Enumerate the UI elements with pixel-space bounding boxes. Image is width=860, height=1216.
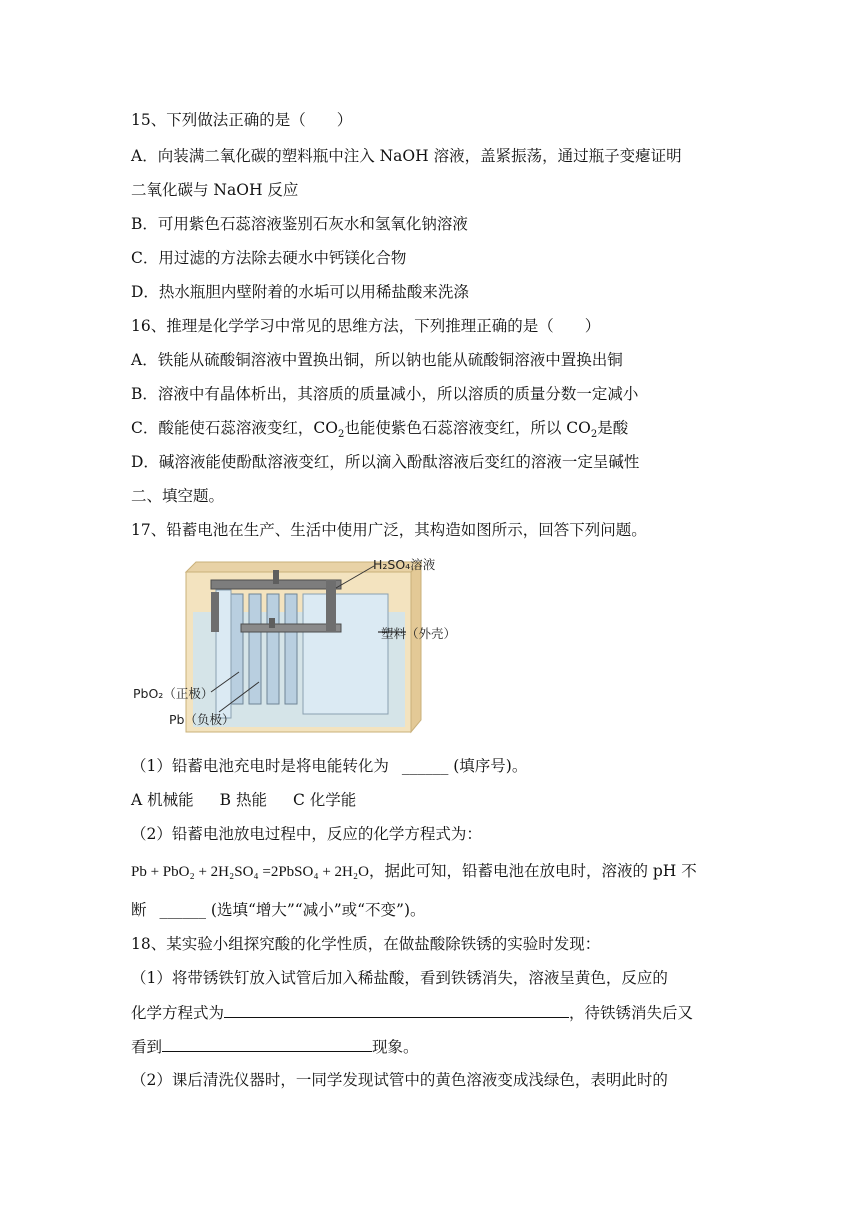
q16-option-c bbox=[131, 417, 628, 446]
q16-option-a: A．铁能从硫酸铜溶液中置换出铜，所以钠也能从硫酸铜溶液中置换出铜 bbox=[131, 351, 623, 369]
q17-option-c: C 化学能 bbox=[292, 791, 357, 809]
q17-options bbox=[131, 789, 382, 811]
q17-part2b-tail: (选填“增大”“减小”或“不变”)。 bbox=[210, 901, 426, 919]
subscript: 2 bbox=[590, 429, 598, 441]
q17-part1-blank[interactable]: ______ bbox=[401, 757, 449, 775]
q16-option-d: D．碱溶液能使酚酞溶液变红，所以滴入酚酞溶液后变红的溶液一定呈碱性 bbox=[131, 453, 640, 471]
q16-option-c-mid: 也能使紫色石蕊溶液变红，所以 CO bbox=[344, 419, 591, 437]
q18-part1-line1: （1）将带锈铁钉放入试管后加入稀盐酸，看到铁锈消失，溶液呈黄色，反应的 bbox=[131, 969, 668, 987]
q18-part1-line2-post: ，待铁锈消失后又 bbox=[569, 1004, 694, 1022]
q17-stem: 17、铅蓄电池在生产、生活中使用广泛，其构造如图所示，回答下列问题。 bbox=[131, 521, 647, 539]
q15-option-c: C．用过滤的方法除去硬水中钙镁化合物 bbox=[131, 249, 407, 267]
q15-option-a-line2: 二氧化碳与 NaOH 反应 bbox=[131, 181, 299, 199]
q16-option-c-post: 是酸 bbox=[597, 419, 629, 437]
subscript: 2 bbox=[337, 429, 345, 441]
q18-stem: 18、某实验小组探究酸的化学性质，在做盐酸除铁锈的实验时发现： bbox=[131, 935, 601, 953]
q17-equation-tail: ，据此可知，铅蓄电池在放电时，溶液的 pH 不 bbox=[368, 862, 697, 880]
q15-option-b: B．可用紫色石蕊溶液鉴别石灰水和氢氧化钠溶液 bbox=[131, 215, 468, 233]
q17-part2-blank[interactable]: ______ bbox=[159, 901, 206, 919]
q18-part1-line2 bbox=[131, 1001, 693, 1024]
chemical-equation: Pb + PbO₂ + 2H₂SO₄ =2PbSO₄ + 2H₂O bbox=[131, 864, 369, 880]
q18-part2-line1: （2）课后清洗仪器时，一同学发现试管中的黄色溶液变成浅绿色，表明此时的 bbox=[131, 1071, 668, 1089]
q17-part2b-pre: 断 bbox=[131, 901, 147, 919]
q18-part1-line3-pre: 看到 bbox=[131, 1038, 163, 1056]
q17-part1-text: （1）铅蓄电池充电时是将电能转化为 bbox=[131, 757, 389, 775]
q15-option-d: D．热水瓶胆内壁附着的水垢可以用稀盐酸来洗涤 bbox=[131, 283, 469, 301]
q17-option-b: B 热能 bbox=[219, 791, 267, 809]
q18-part1-line2-pre: 化学方程式为 bbox=[131, 1004, 225, 1022]
q15-option-a-line1: A．向装满二氧化碳的塑料瓶中注入 NaOH 溶液，盖紧振荡，通过瓶子变瘪证明 bbox=[131, 147, 682, 165]
phenomenon-answer-blank[interactable] bbox=[162, 1035, 372, 1052]
q16-stem: 16、推理是化学学习中常见的思维方法，下列推理正确的是（ ） bbox=[131, 317, 601, 335]
pbo2-positive-label: PbO₂（正极） bbox=[133, 686, 214, 701]
equation-answer-blank[interactable] bbox=[224, 1001, 569, 1018]
q17-part2-blank-line bbox=[131, 899, 426, 921]
q17-part1-tail: (填序号)。 bbox=[453, 757, 528, 775]
q18-part1-line3-post: 现象。 bbox=[372, 1038, 419, 1056]
pb-negative-label: Pb（负极） bbox=[169, 712, 235, 727]
q15-stem: 15、下列做法正确的是（ ） bbox=[131, 111, 353, 129]
q17-equation-line bbox=[131, 860, 697, 883]
q16-option-c-pre: C．酸能使石蕊溶液变红，CO bbox=[131, 419, 338, 437]
q16-option-b: B．溶液中有晶体析出，其溶质的质量减小，所以溶质的质量分数一定减小 bbox=[131, 385, 639, 403]
q17-part2: （2）铅蓄电池放电过程中，反应的化学方程式为： bbox=[131, 825, 482, 843]
lead-acid-battery-diagram bbox=[131, 552, 457, 742]
q17-part1 bbox=[131, 755, 527, 777]
q18-part1-line3 bbox=[131, 1035, 419, 1058]
plastic-shell-label: 塑料（外壳） bbox=[381, 626, 457, 641]
q17-option-a: A 机械能 bbox=[131, 791, 194, 809]
section-heading: 二、填空题。 bbox=[131, 487, 225, 505]
h2so4-solution-label: H₂SO₄溶液 bbox=[373, 557, 436, 572]
